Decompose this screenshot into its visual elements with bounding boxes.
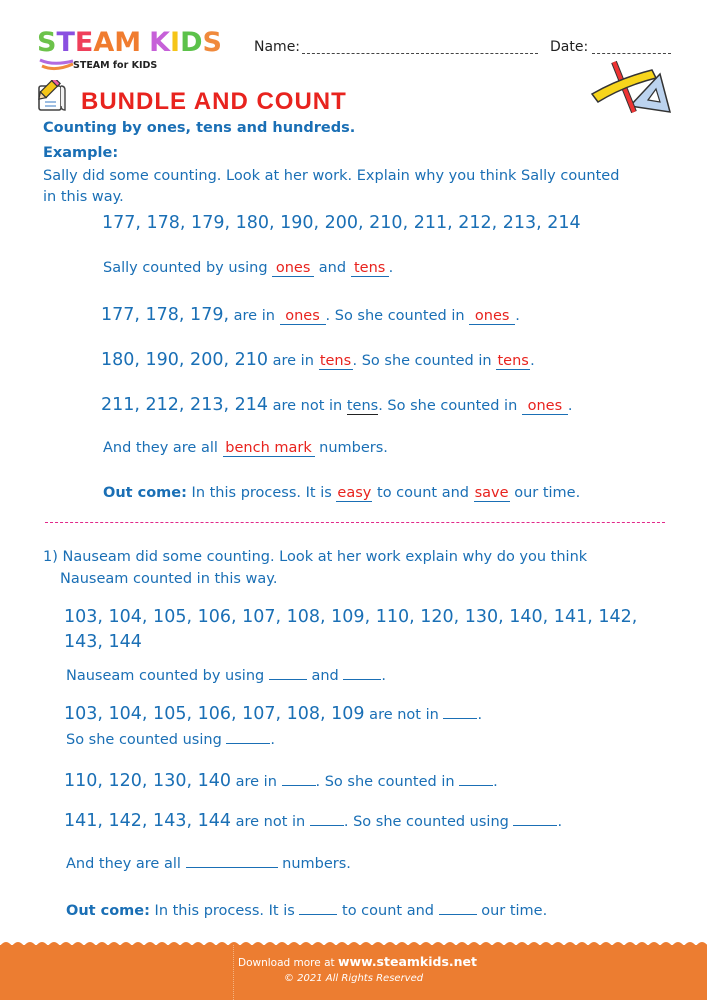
name-label: Name: (254, 39, 301, 55)
scallop-border (0, 938, 707, 946)
text: So she counted using (66, 732, 227, 748)
answer-blank-input[interactable] (310, 813, 344, 826)
text: numbers. (277, 856, 351, 872)
answer-blank: tens (497, 353, 529, 369)
text: are not in (364, 707, 444, 723)
logo-letter: S (202, 27, 222, 58)
text: In this process. It is (186, 485, 337, 501)
text: . (388, 260, 394, 276)
text: . So she counted in (325, 308, 470, 324)
example-outcome (103, 485, 580, 502)
footer (0, 945, 707, 1000)
date-label: Date: (550, 39, 589, 55)
example-line1 (103, 260, 393, 277)
question1-prompt-line1: 1) Nauseam did some counting. Look at her work explain why do you think (43, 549, 588, 565)
text: . So she counted in (315, 774, 460, 790)
question1-sequence-line2: 143, 144 (64, 632, 142, 652)
text: and (306, 668, 344, 684)
answer-blank-input[interactable] (299, 902, 337, 915)
answer-blank: ones (272, 261, 314, 277)
answer-blank-input[interactable] (459, 773, 493, 786)
question1-sequence-line1: 103, 104, 105, 106, 107, 108, 109, 110, 120, 130, 140, 141, 142, (64, 607, 638, 627)
answer-blank: easy (337, 485, 372, 501)
text: and (314, 260, 351, 276)
answer-blank: tens (351, 261, 389, 277)
text: are in (268, 353, 319, 369)
answer-blank-input[interactable] (513, 813, 557, 826)
question1-line1 (66, 667, 386, 684)
text: our time. (509, 485, 581, 501)
answer-blank-input[interactable] (439, 902, 477, 915)
number-list: 103, 104, 105, 106, 107, 108, 109 (64, 704, 365, 724)
number-list: 141, 142, 143, 144 (64, 811, 231, 831)
question1-outcome (66, 902, 547, 919)
logo-letter: I (170, 27, 181, 58)
answer-blank: save (474, 485, 509, 501)
text: . So she counted in (352, 353, 497, 369)
text: . (381, 668, 386, 684)
answer-blank: ones (522, 399, 568, 415)
logo-letter: M (114, 27, 142, 58)
question1-line2b (66, 731, 275, 748)
website-link[interactable]: www.steamkids.net (337, 954, 478, 969)
text: to count and (372, 485, 474, 501)
outcome-label: Out come: (103, 485, 187, 501)
answer-blank-input[interactable] (186, 855, 278, 868)
logo-letter: S (37, 27, 57, 58)
answer-blank: tens (346, 398, 379, 414)
question1-line5 (66, 855, 351, 872)
section-divider (45, 522, 665, 523)
text: Sally counted by using (103, 260, 273, 276)
ruler-triangle-pencil-icon (590, 60, 675, 115)
question1-line3 (64, 771, 498, 791)
answer-blank: bench mark (223, 441, 315, 457)
number-list: 211, 212, 213, 214 (101, 395, 268, 415)
text: . (567, 398, 573, 414)
download-text: Download more at (238, 957, 338, 969)
answer-blank: ones (469, 309, 515, 325)
text: . (515, 308, 520, 324)
question1-prompt-line2: Nauseam counted in this way. (60, 571, 278, 587)
text: Nauseam counted by using (66, 668, 269, 684)
text: In this process. It is (149, 903, 300, 919)
date-field[interactable] (592, 53, 671, 54)
worksheet-pencil-icon (34, 80, 68, 114)
number-list: 180, 190, 200, 210 (101, 350, 268, 370)
logo-letter: T (56, 27, 75, 58)
answer-blank: tens (319, 353, 352, 369)
text: . So she counted in (378, 398, 522, 414)
text: . (557, 814, 563, 830)
text: And they are all (103, 440, 223, 456)
number-list: 177, 178, 179, (101, 305, 230, 325)
answer-blank-input[interactable] (343, 667, 381, 680)
outcome-label: Out come: (66, 903, 150, 919)
example-sequence: 177, 178, 179, 180, 190, 200, 210, 211, 212, 213, 214 (102, 213, 581, 233)
logo-tagline: STEAM for KIDS (73, 60, 158, 71)
answer-blank-input[interactable] (443, 706, 477, 719)
question1-line4 (64, 811, 562, 831)
answer-blank-input[interactable] (269, 667, 307, 680)
question1-line2 (64, 704, 482, 724)
text: are not in (231, 814, 310, 830)
text: . (530, 353, 535, 369)
answer-blank-input[interactable] (226, 731, 270, 744)
logo-letter: K (149, 27, 171, 58)
logo-letter: E (74, 27, 94, 58)
footer-download (238, 954, 477, 969)
text: are not in (268, 398, 347, 414)
footer-separator (233, 945, 234, 1000)
example-line4 (101, 395, 572, 415)
text: . (477, 707, 483, 723)
text: are in (231, 774, 282, 790)
answer-blank-input[interactable] (282, 773, 316, 786)
steam-kids-logo (37, 28, 237, 78)
example-prompt-line2: in this way. (43, 189, 124, 205)
answer-blank: ones (280, 309, 326, 325)
page-title: BUNDLE AND COUNT (81, 88, 347, 115)
logo-letter: A (93, 27, 115, 58)
example-line5 (103, 440, 388, 457)
text: . So she counted using (343, 814, 514, 830)
logo-wordmark (37, 28, 222, 58)
footer-copyright: © 2021 All Rights Reserved (284, 973, 424, 984)
example-prompt-line1: Sally did some counting. Look at her work. Explain why you think Sally counted (43, 168, 620, 184)
name-field[interactable] (302, 53, 538, 54)
logo-letter: D (180, 27, 203, 58)
subtitle: Counting by ones, tens and hundreds. (43, 120, 356, 136)
example-label: Example: (43, 145, 119, 161)
text: our time. (476, 903, 548, 919)
text: And they are all (66, 856, 186, 872)
logo-swoosh-icon (39, 58, 75, 72)
text: numbers. (314, 440, 388, 456)
number-list: 110, 120, 130, 140 (64, 771, 231, 791)
example-line3 (101, 350, 535, 370)
text: are in (229, 308, 280, 324)
text: . (493, 774, 498, 790)
example-line2 (101, 305, 520, 325)
text: . (270, 732, 275, 748)
text: to count and (337, 903, 439, 919)
